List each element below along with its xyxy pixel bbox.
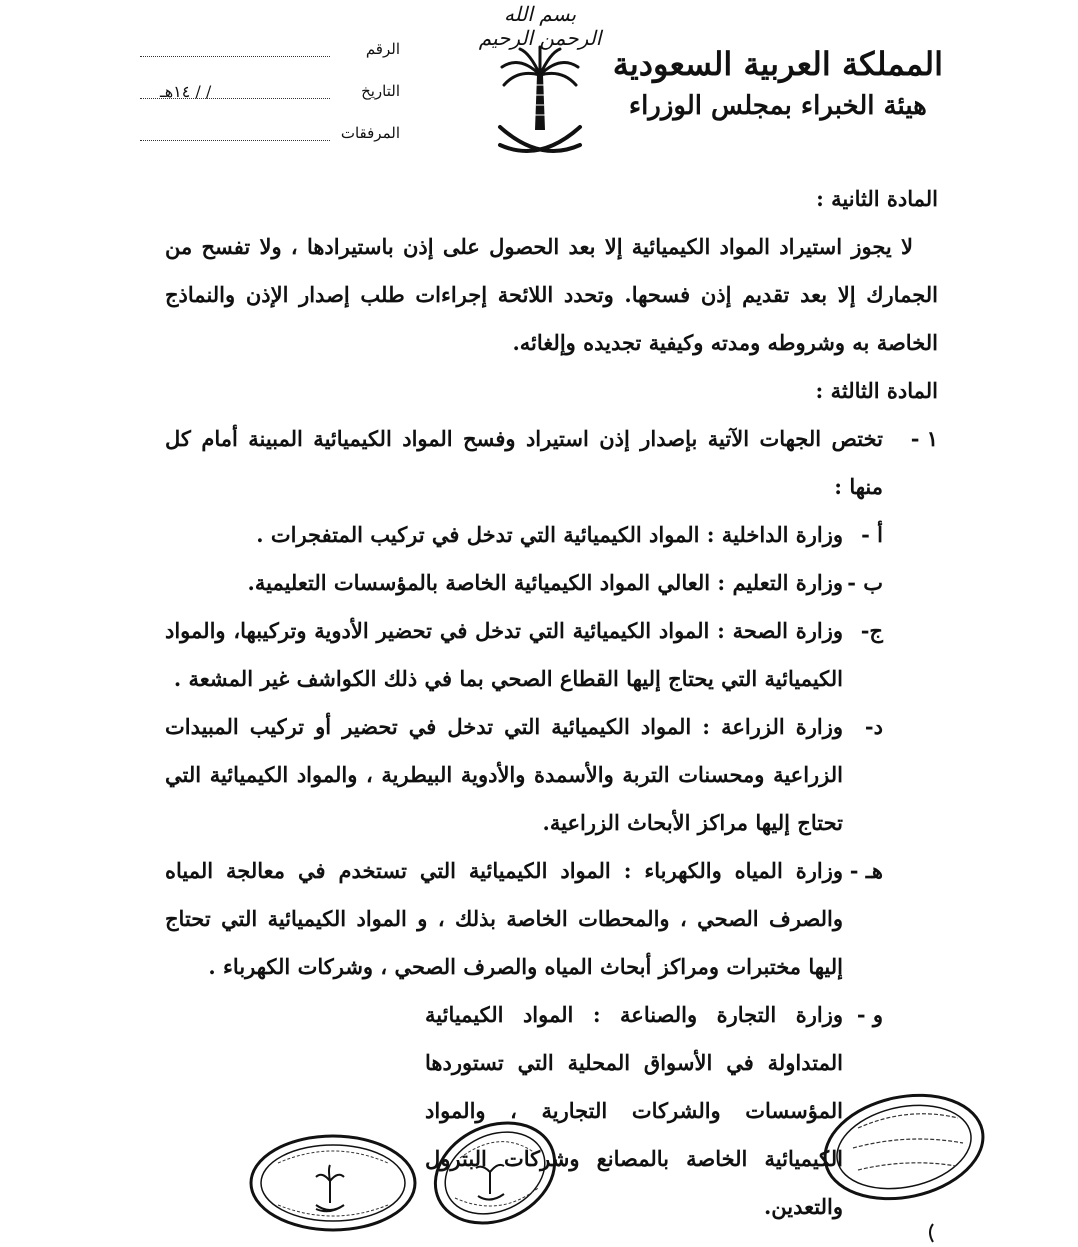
item-number: ١ -: [910, 426, 938, 451]
dotted-line: [140, 56, 330, 57]
sub-item-number: و -: [856, 1002, 883, 1027]
date-row: [140, 82, 400, 124]
official-stamp-3: [818, 1088, 990, 1206]
item-text: تختص الجهات الآتية بإصدار إذن استيراد وفسح المواد الكيميائية المبينة أمام كل منها :: [165, 426, 883, 499]
article2-heading: المادة الثانية :: [816, 186, 938, 211]
official-stamp-2: [420, 1118, 570, 1228]
sub-item-text: وزارة المياه والكهرباء : المواد الكيميائية التي تستخدم في معالجة المياه والصرف الصحي ، والمحطات الخاصة بذلك ، و المواد الكيميائية التي تحتاج إليها مختبرات ومراكز أبحاث المياه والصرف الصحي ، وشركات الكهرباء .: [165, 858, 843, 979]
margin-mark-icon: [925, 1222, 937, 1244]
attachments-row: [140, 124, 400, 166]
ref-number-row: [140, 40, 400, 82]
org-country: المملكة العربية السعودية: [612, 45, 943, 83]
bismillah: بسم الله الرحمن الرحيم: [478, 2, 602, 50]
sub-item-number: هـ -: [849, 858, 883, 883]
sub-item-text: وزارة التعليم : العالي المواد الكيميائية الخاصة بالمؤسسات التعليمية.: [247, 570, 843, 595]
sub-item-e: [165, 847, 938, 991]
sub-item-b: [165, 559, 938, 607]
document-body: [165, 175, 938, 1231]
official-stamp-1: [248, 1133, 418, 1233]
sub-item-a: [165, 511, 938, 559]
saudi-emblem-icon: [490, 45, 590, 165]
attachments-label: المرفقات: [340, 124, 400, 142]
date-label: التاريخ: [361, 82, 400, 100]
date-value: / / ١٤هـ: [160, 82, 212, 101]
sub-item-number: ب -: [847, 570, 883, 595]
dotted-line: [140, 140, 330, 141]
sub-item-c: [165, 607, 938, 703]
organization-name: [613, 42, 943, 126]
sub-item-text: وزارة الصحة : المواد الكيميائية التي تدخل في تحضير الأدوية وتركيبها، والمواد الكيميائية التي يحتاج إليها القطاع الصحي بما في ذلك الكواشف غير المشعة .: [165, 618, 843, 691]
article3-item-1: [165, 415, 938, 511]
sub-item-number: ج-: [860, 618, 883, 643]
sub-item-text: وزارة التجارة والصناعة : المواد الكيميائية المتداولة في الأسواق المحلية التي تستوردها المؤسسات والشركات التجارية ، والمواد الكيميائية الخاصة بالمصانع وشركات البترول والتعدين.: [425, 1002, 843, 1219]
sub-item-text: وزارة الزراعة : المواد الكيميائية التي تدخل في تحضير أو تركيب المبيدات الزراعية ومحسنات التربة والأسمدة والأدوية البيطرية ، والمواد الكيميائية التي تحتاج إليها مراكز الأبحاث الزراعية.: [165, 714, 843, 835]
article2-text: لا يجوز استيراد المواد الكيميائية إلا بعد الحصول على إذن باستيرادها ، ولا تفسح من الجمارك إلا بعد تقديم إذن فسحها. وتحدد اللائحة إجراءات طلب إصدار الإذن والنماذج الخاصة به وشروطه ومدته وكيفية تجديده وإلغائه.: [165, 234, 938, 355]
reference-block: [140, 40, 400, 166]
org-body: هيئة الخبراء بمجلس الوزراء: [628, 91, 927, 121]
sub-item-number: أ -: [861, 522, 883, 547]
sub-item-number: د-: [864, 714, 883, 739]
article3-heading: المادة الثالثة :: [815, 378, 938, 403]
sub-item-text: وزارة الداخلية : المواد الكيميائية التي تدخل في تركيب المتفجرات .: [256, 522, 843, 547]
sub-item-d: [165, 703, 938, 847]
ref-number-label: الرقم: [365, 40, 400, 58]
